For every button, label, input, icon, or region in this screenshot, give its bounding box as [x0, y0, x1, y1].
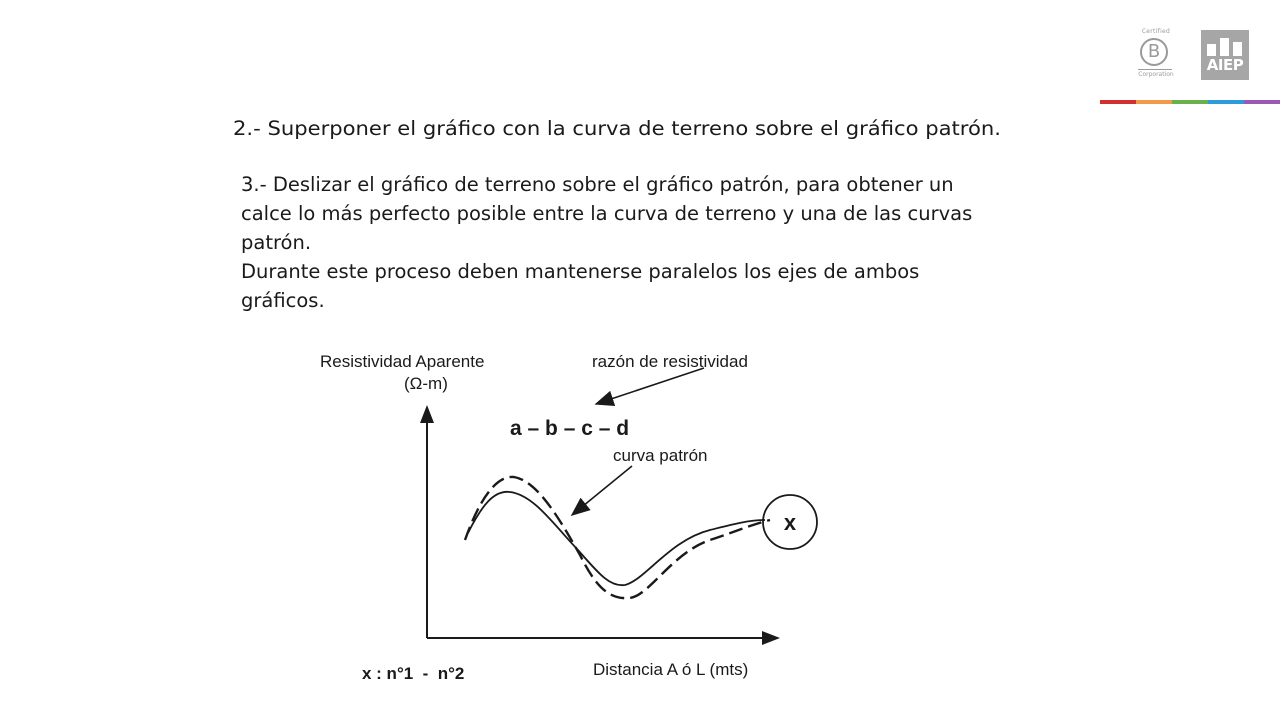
- step-3-block: [241, 170, 1001, 315]
- step-2-text: 2.- Superponer el gráfico con la curva de terreno sobre el gráfico patrón.: [233, 117, 1001, 140]
- y-axis-unit: (Ω-m): [404, 374, 448, 393]
- ratio-formula: a – b – c – d: [510, 417, 630, 440]
- step-3-paragraph: 3.- Deslizar el gráfico de terreno sobre el gráfico patrón, para obtener un calce lo más perfecto posible entre la curva de terreno y una de las curvas patrón.: [241, 173, 973, 254]
- point-legend: x : n°1 - n°2: [362, 664, 465, 683]
- y-axis-label: Resistividad Aparente: [320, 352, 485, 371]
- pattern-curve: [465, 477, 770, 598]
- ratio-label: razón de resistividad: [592, 352, 748, 371]
- bcorp-divider: [1138, 69, 1172, 70]
- bcorp-logo: [1130, 28, 1182, 84]
- bcorp-certified-text: Certified: [1141, 28, 1171, 35]
- match-point-label: x: [783, 510, 797, 535]
- aiep-logo-text: AIEP: [1206, 56, 1244, 74]
- x-axis-label: Distancia A ó L (mts): [593, 660, 749, 679]
- stripe-segment: [1208, 100, 1244, 104]
- step-3-note: Durante este proceso deben mantenerse paralelos los ejes de ambos gráficos.: [241, 260, 920, 312]
- stripe-segment: [1100, 100, 1136, 104]
- y-axis-arrow-icon: [420, 405, 434, 423]
- stripe-segment: [1136, 100, 1172, 104]
- aiep-logo: [1201, 30, 1249, 80]
- bcorp-letter: B: [1140, 38, 1168, 66]
- pattern-curve-label: curva patrón: [613, 446, 708, 465]
- curve-matching-diagram: [300, 335, 830, 685]
- field-curve: [468, 492, 765, 585]
- stripe-segment: [1172, 100, 1208, 104]
- aiep-logo-blocks-icon: [1207, 38, 1243, 56]
- bcorp-corporation-text: Corporation: [1138, 71, 1174, 78]
- pattern-curve-pointer-arrow: [572, 466, 632, 515]
- ratio-pointer-arrow: [596, 368, 704, 404]
- x-axis-arrow-icon: [762, 631, 780, 645]
- stripe-segment: [1244, 100, 1280, 104]
- brand-color-stripe: [1100, 100, 1280, 104]
